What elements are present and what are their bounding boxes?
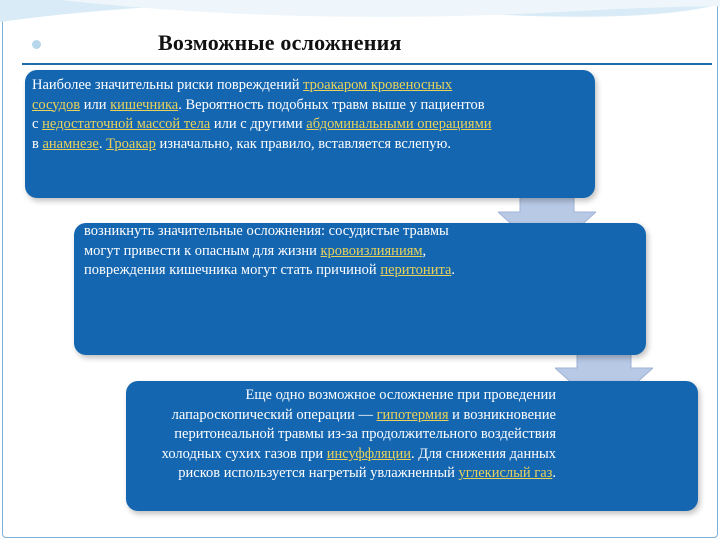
inline-link[interactable]: кровоизлияниям [320,242,423,259]
title-bullet [32,40,41,49]
inline-link[interactable]: углекислый газ [458,465,553,482]
complication-box-3 [126,381,698,511]
text-run: . Вероятность подобных травм выше у пациентов с [32,96,485,133]
inline-link[interactable]: инсуффляции [326,445,411,462]
text-run: , повреждения кишечника могут стать причиной [84,242,427,279]
text-run: Еще одно возможное осложнение при проведении лапароскопический операции — [171,387,556,423]
page-title: Возможные осложнения [158,30,402,55]
title-divider [22,63,712,65]
box-2-text [84,222,484,281]
text-run: Наиболее значительны риски повреждений [32,77,304,93]
inline-link[interactable]: анамнезе [42,135,99,152]
text-run: . [98,135,107,152]
inline-link[interactable]: перитонита [380,262,452,279]
text-run: . [552,465,556,482]
box-3-text [132,386,556,484]
inline-link[interactable]: Троакар [106,135,156,152]
inline-link[interactable]: гипотермия [376,406,449,423]
inline-link[interactable]: троакаром кровеносных сосудов [32,77,453,113]
text-run: возникнуть значительные осложнения: сосудистые травмы могут привести к опасным для жизни [84,223,449,259]
text-run: . [451,262,456,279]
text-run: . Для снижения данных рисков используется нагретый увлажненный [178,445,556,482]
text-run: или с другими [210,116,307,133]
inline-link[interactable]: абдоминальными операциями [306,116,492,133]
box-1-text [32,76,492,154]
complication-box-1 [25,70,595,198]
text-run: изначально, как правило, вставляется вслепую. [155,135,451,152]
text-run: или [80,96,111,113]
inline-link[interactable]: недостаточной массой тела [42,116,211,133]
text-run: и возникновение перитонеальной травмы из-за продолжительного воздействия холодных сухих газов при [161,406,556,462]
text-run: в [32,135,43,152]
inline-link[interactable]: кишечника [110,96,179,113]
complication-box-2 [74,223,646,355]
